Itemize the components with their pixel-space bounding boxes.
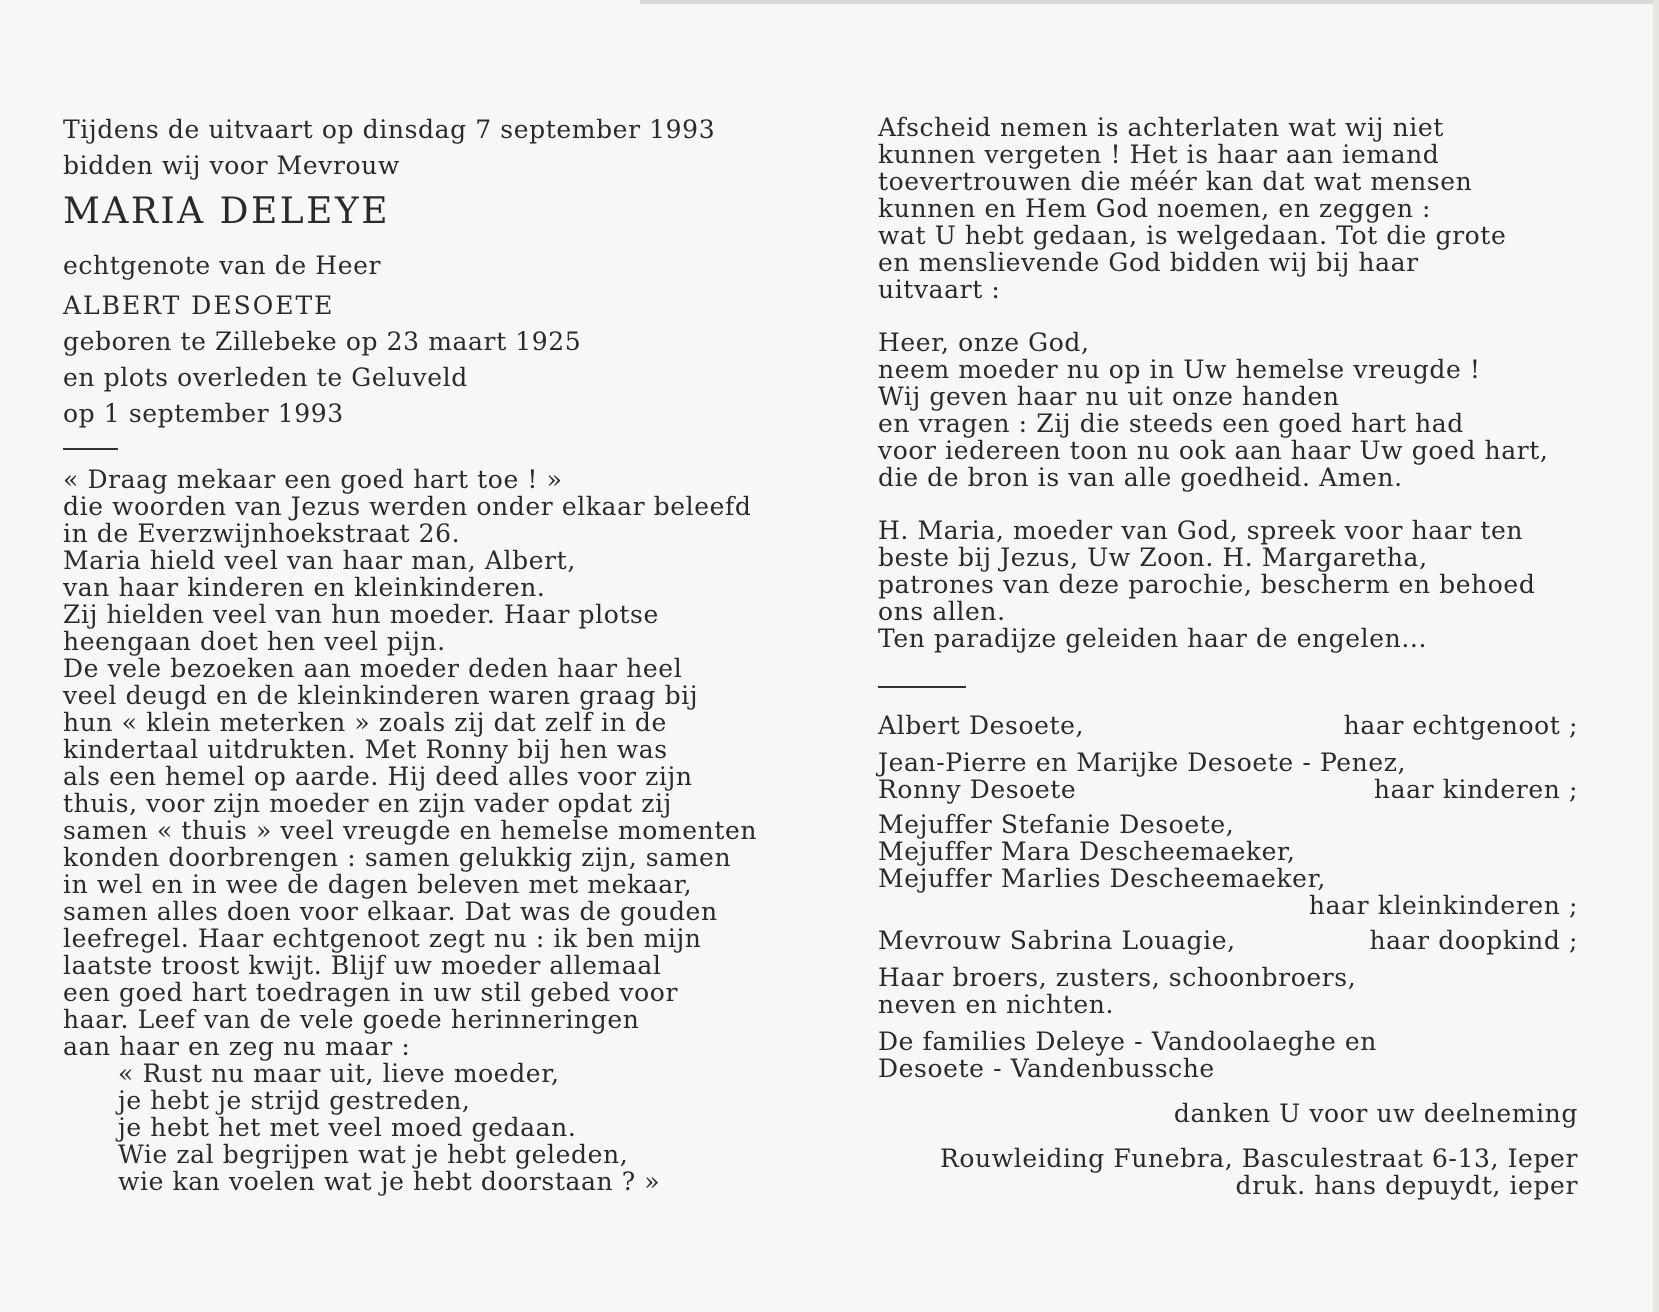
intro-line: Tijdens de uitvaart op dinsdag 7 september 1993 <box>63 115 716 144</box>
intro-line: bidden wij voor Mevrouw <box>63 151 400 180</box>
family-list <box>878 712 1578 1199</box>
text-line: beste bij Jezus, Uw Zoon. H. Margaretha, <box>878 543 1428 572</box>
spouse-block <box>63 248 783 432</box>
text-line: Ten paradijze geleiden haar de engelen... <box>878 624 1428 653</box>
families-line: Desoete - Vandenbussche <box>878 1054 1215 1083</box>
birth-info: geboren te Zillebeke op 23 maart 1925 <box>63 327 582 356</box>
death-info: en plots overleden te Geluveld <box>63 363 468 392</box>
text-line: en menslievende God bidden wij bij haar <box>878 248 1419 277</box>
undertaker-line: Rouwleiding Funebra, Basculestraat 6-13, Ieper <box>939 1144 1578 1173</box>
grandchild-line: Mejuffer Stefanie Desoete, <box>878 810 1235 839</box>
intro <box>63 112 783 184</box>
families-line: De families Deleye - Vandoolaeghe en <box>878 1027 1378 1056</box>
eulogy-text <box>63 466 783 1060</box>
spouse-label: echtgenote van de Heer <box>63 251 382 280</box>
text-line: uitvaart : <box>878 275 1001 304</box>
text-line: kindertaal uitdrukten. Met Ronny bij hen was <box>63 735 668 764</box>
printer-line: druk. hans depuydt, ieper <box>1235 1171 1578 1200</box>
text-line: die de bron is van alle goedheid. Amen. <box>878 463 1403 492</box>
text-line: hun « klein meterken » zoals zij dat zelf in de <box>63 708 667 737</box>
deceased-name: MARIA DELEYE <box>63 191 390 232</box>
text-line: Maria hield veel van haar man, Albert, <box>63 546 576 575</box>
text-line: van haar kinderen en kleinkinderen. <box>63 573 546 602</box>
text-line: ons allen. <box>878 597 1006 626</box>
text-line: neem moeder nu op in Uw hemelse vreugde ! <box>878 355 1481 384</box>
text-line: konden doorbrengen : samen gelukkig zijn, samen <box>63 843 732 872</box>
text-line: heengaan doet hen veel pijn. <box>63 627 446 656</box>
text-line: voor iedereen toon nu ook aan haar Uw goed hart, <box>878 436 1549 465</box>
prayer-paragraph <box>878 329 1578 491</box>
text-line: aan haar en zeg nu maar : <box>63 1032 411 1061</box>
text-line: een goed hart toedragen in uw stil gebed voor <box>63 978 679 1007</box>
siblings-line: neven en nichten. <box>878 990 1114 1019</box>
poem-line: Wie zal begrijpen wat je hebt geleden, <box>118 1140 629 1169</box>
text-line: haar. Leef van de vele goede herinneringen <box>63 1005 640 1034</box>
death-date: op 1 september 1993 <box>63 399 344 428</box>
text-line: in wel en in wee de dagen beleven met mekaar, <box>63 870 693 899</box>
poem <box>63 1060 783 1195</box>
text-line: Afscheid nemen is achterlaten wat wij niet <box>878 113 1444 142</box>
text-line: wat U hebt gedaan, is welgedaan. Tot die grote <box>878 221 1507 250</box>
husband-name: Albert Desoete, <box>878 711 1085 740</box>
farewell-paragraph <box>878 114 1578 303</box>
text-line: laatste troost kwijt. Blijf uw moeder allemaal <box>63 951 662 980</box>
text-line: samen alles doen voor elkaar. Dat was de gouden <box>63 897 718 926</box>
text-line: kunnen en Hem God noemen, en zeggen : <box>878 194 1432 223</box>
text-line: samen « thuis » veel vreugde en hemelse momenten <box>63 816 758 845</box>
top-edge <box>640 0 1659 4</box>
text-line: patrones van deze parochie, bescherm en behoed <box>878 570 1536 599</box>
children-row <box>878 776 1578 803</box>
thanks-line: danken U voor uw deelneming <box>1173 1099 1578 1128</box>
text-line: thuis, voor zijn moeder en zijn vader opdat zij <box>63 789 672 818</box>
text-line: H. Maria, moeder van God, spreek voor haar ten <box>878 516 1524 545</box>
godchild-name: Mevrouw Sabrina Louagie, <box>878 926 1236 955</box>
text-line: Heer, onze God, <box>878 328 1090 357</box>
godchild-role: haar doopkind ; <box>1369 926 1578 955</box>
text-line: Zij hielden veel van hun moeder. Haar plotse <box>63 600 659 629</box>
text-line: leefregel. Haar echtgenoot zegt nu : ik ben mijn <box>63 924 702 953</box>
spouse-name: ALBERT DESOETE <box>63 291 335 320</box>
text-line: « Draag mekaar een goed hart toe ! » <box>63 465 563 494</box>
text-line: kunnen vergeten ! Het is haar aan iemand <box>878 140 1440 169</box>
grandchild-line: Mejuffer Mara Descheemaeker, <box>878 837 1296 866</box>
divider <box>63 448 118 450</box>
poem-line: je hebt het met veel moed gedaan. <box>118 1113 577 1142</box>
siblings-line: Haar broers, zusters, schoonbroers, <box>878 963 1357 992</box>
text-line: in de Everzwijnhoekstraat 26. <box>63 519 461 548</box>
text-line: en vragen : Zij die steeds een goed hart had <box>878 409 1464 438</box>
grandchild-line: Mejuffer Marlies Descheemaeker, <box>878 864 1326 893</box>
text-line: De vele bezoeken aan moeder deden haar heel <box>63 654 683 683</box>
text-line: als een hemel op aarde. Hij deed alles voor zijn <box>63 762 693 791</box>
text-line: toevertrouwen die méér kan dat wat mensen <box>878 167 1473 196</box>
divider <box>878 686 966 688</box>
poem-line: je hebt je strijd gestreden, <box>118 1086 471 1115</box>
invocation-paragraph <box>878 517 1578 652</box>
children-name: Ronny Desoete <box>878 775 1077 804</box>
husband-row <box>878 712 1578 739</box>
children-line: Jean-Pierre en Marijke Desoete - Penez, <box>878 748 1407 777</box>
poem-line: « Rust nu maar uit, lieve moeder, <box>118 1059 560 1088</box>
children-role: haar kinderen ; <box>1373 775 1578 804</box>
right-column <box>878 114 1578 1199</box>
poem-line: wie kan voelen wat je hebt doorstaan ? » <box>118 1167 661 1196</box>
text-line: Wij geven haar nu uit onze handen <box>878 382 1340 411</box>
godchild-row <box>878 927 1578 954</box>
left-column <box>63 112 783 1195</box>
right-edge <box>1653 0 1659 1312</box>
grandchildren-role: haar kleinkinderen ; <box>1308 891 1578 920</box>
text-line: veel deugd en de kleinkinderen waren graag bij <box>63 681 699 710</box>
husband-role: haar echtgenoot ; <box>1343 711 1578 740</box>
text-line: die woorden van Jezus werden onder elkaar beleefd <box>63 492 752 521</box>
